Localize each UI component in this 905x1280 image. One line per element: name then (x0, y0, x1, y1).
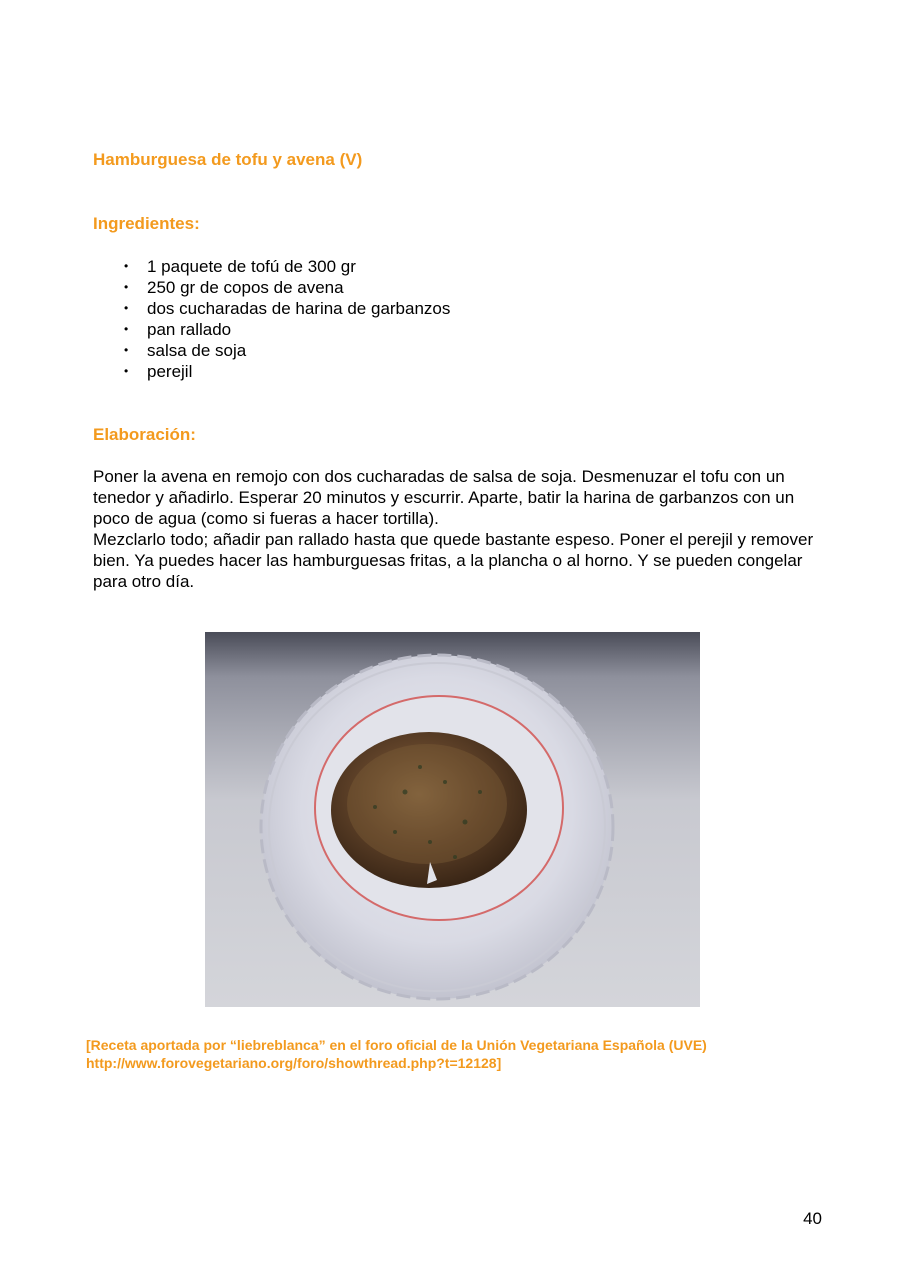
list-item (0, 277, 450, 298)
list-item (0, 256, 450, 277)
list-item (0, 298, 450, 319)
credit-line: [Receta aportada por “liebreblanca” en el foro oficial de la Unión Vegetariana Española (UVE) (86, 1037, 707, 1053)
list-item (0, 340, 450, 361)
page-number: 40 (803, 1209, 822, 1228)
ingredient-text: pan rallado (147, 320, 232, 339)
elaboration-paragraph: Mezclarlo todo; añadir pan rallado hasta que quede bastante espeso. Poner el perejil y remover bien. Ya puedes hacer las hamburguesas fritas, a la plancha o al horno. Y se pueden congelar para otro día. (93, 530, 814, 591)
ingredient-text: salsa de soja (147, 341, 247, 360)
recipe-title: Hamburguesa de tofu y avena (V) (93, 150, 363, 169)
elaboration-text (93, 466, 823, 592)
credit-url[interactable]: http://www.forovegetariano.org/foro/showthread.php?t=12128] (86, 1055, 502, 1071)
bullet-icon: • (124, 364, 129, 378)
ingredient-text: 1 paquete de tofú de 300 gr (147, 257, 356, 276)
list-item (0, 361, 450, 382)
ingredient-text: 250 gr de copos de avena (147, 278, 344, 297)
bullet-icon: • (124, 322, 129, 336)
bullet-icon: • (124, 259, 129, 273)
ingredients-list (0, 256, 450, 382)
ingredients-heading: Ingredientes: (93, 214, 200, 233)
list-item (0, 319, 450, 340)
elaboration-paragraph: Poner la avena en remojo con dos cucharadas de salsa de soja. Desmenuzar el tofu con un tenedor y añadirlo. Esperar 20 minutos y escurrir. Aparte, batir la harina de garbanzos con un poco de agua (como si fueras a hacer tortilla). (93, 467, 795, 528)
bullet-icon: • (124, 343, 129, 357)
bullet-icon: • (124, 280, 129, 294)
elaboration-heading: Elaboración: (93, 425, 196, 444)
burger-photo (205, 632, 700, 1007)
recipe-credit (86, 1036, 707, 1072)
ingredient-text: dos cucharadas de harina de garbanzos (147, 299, 451, 318)
ingredient-text: perejil (147, 362, 193, 381)
bullet-icon: • (124, 301, 129, 315)
